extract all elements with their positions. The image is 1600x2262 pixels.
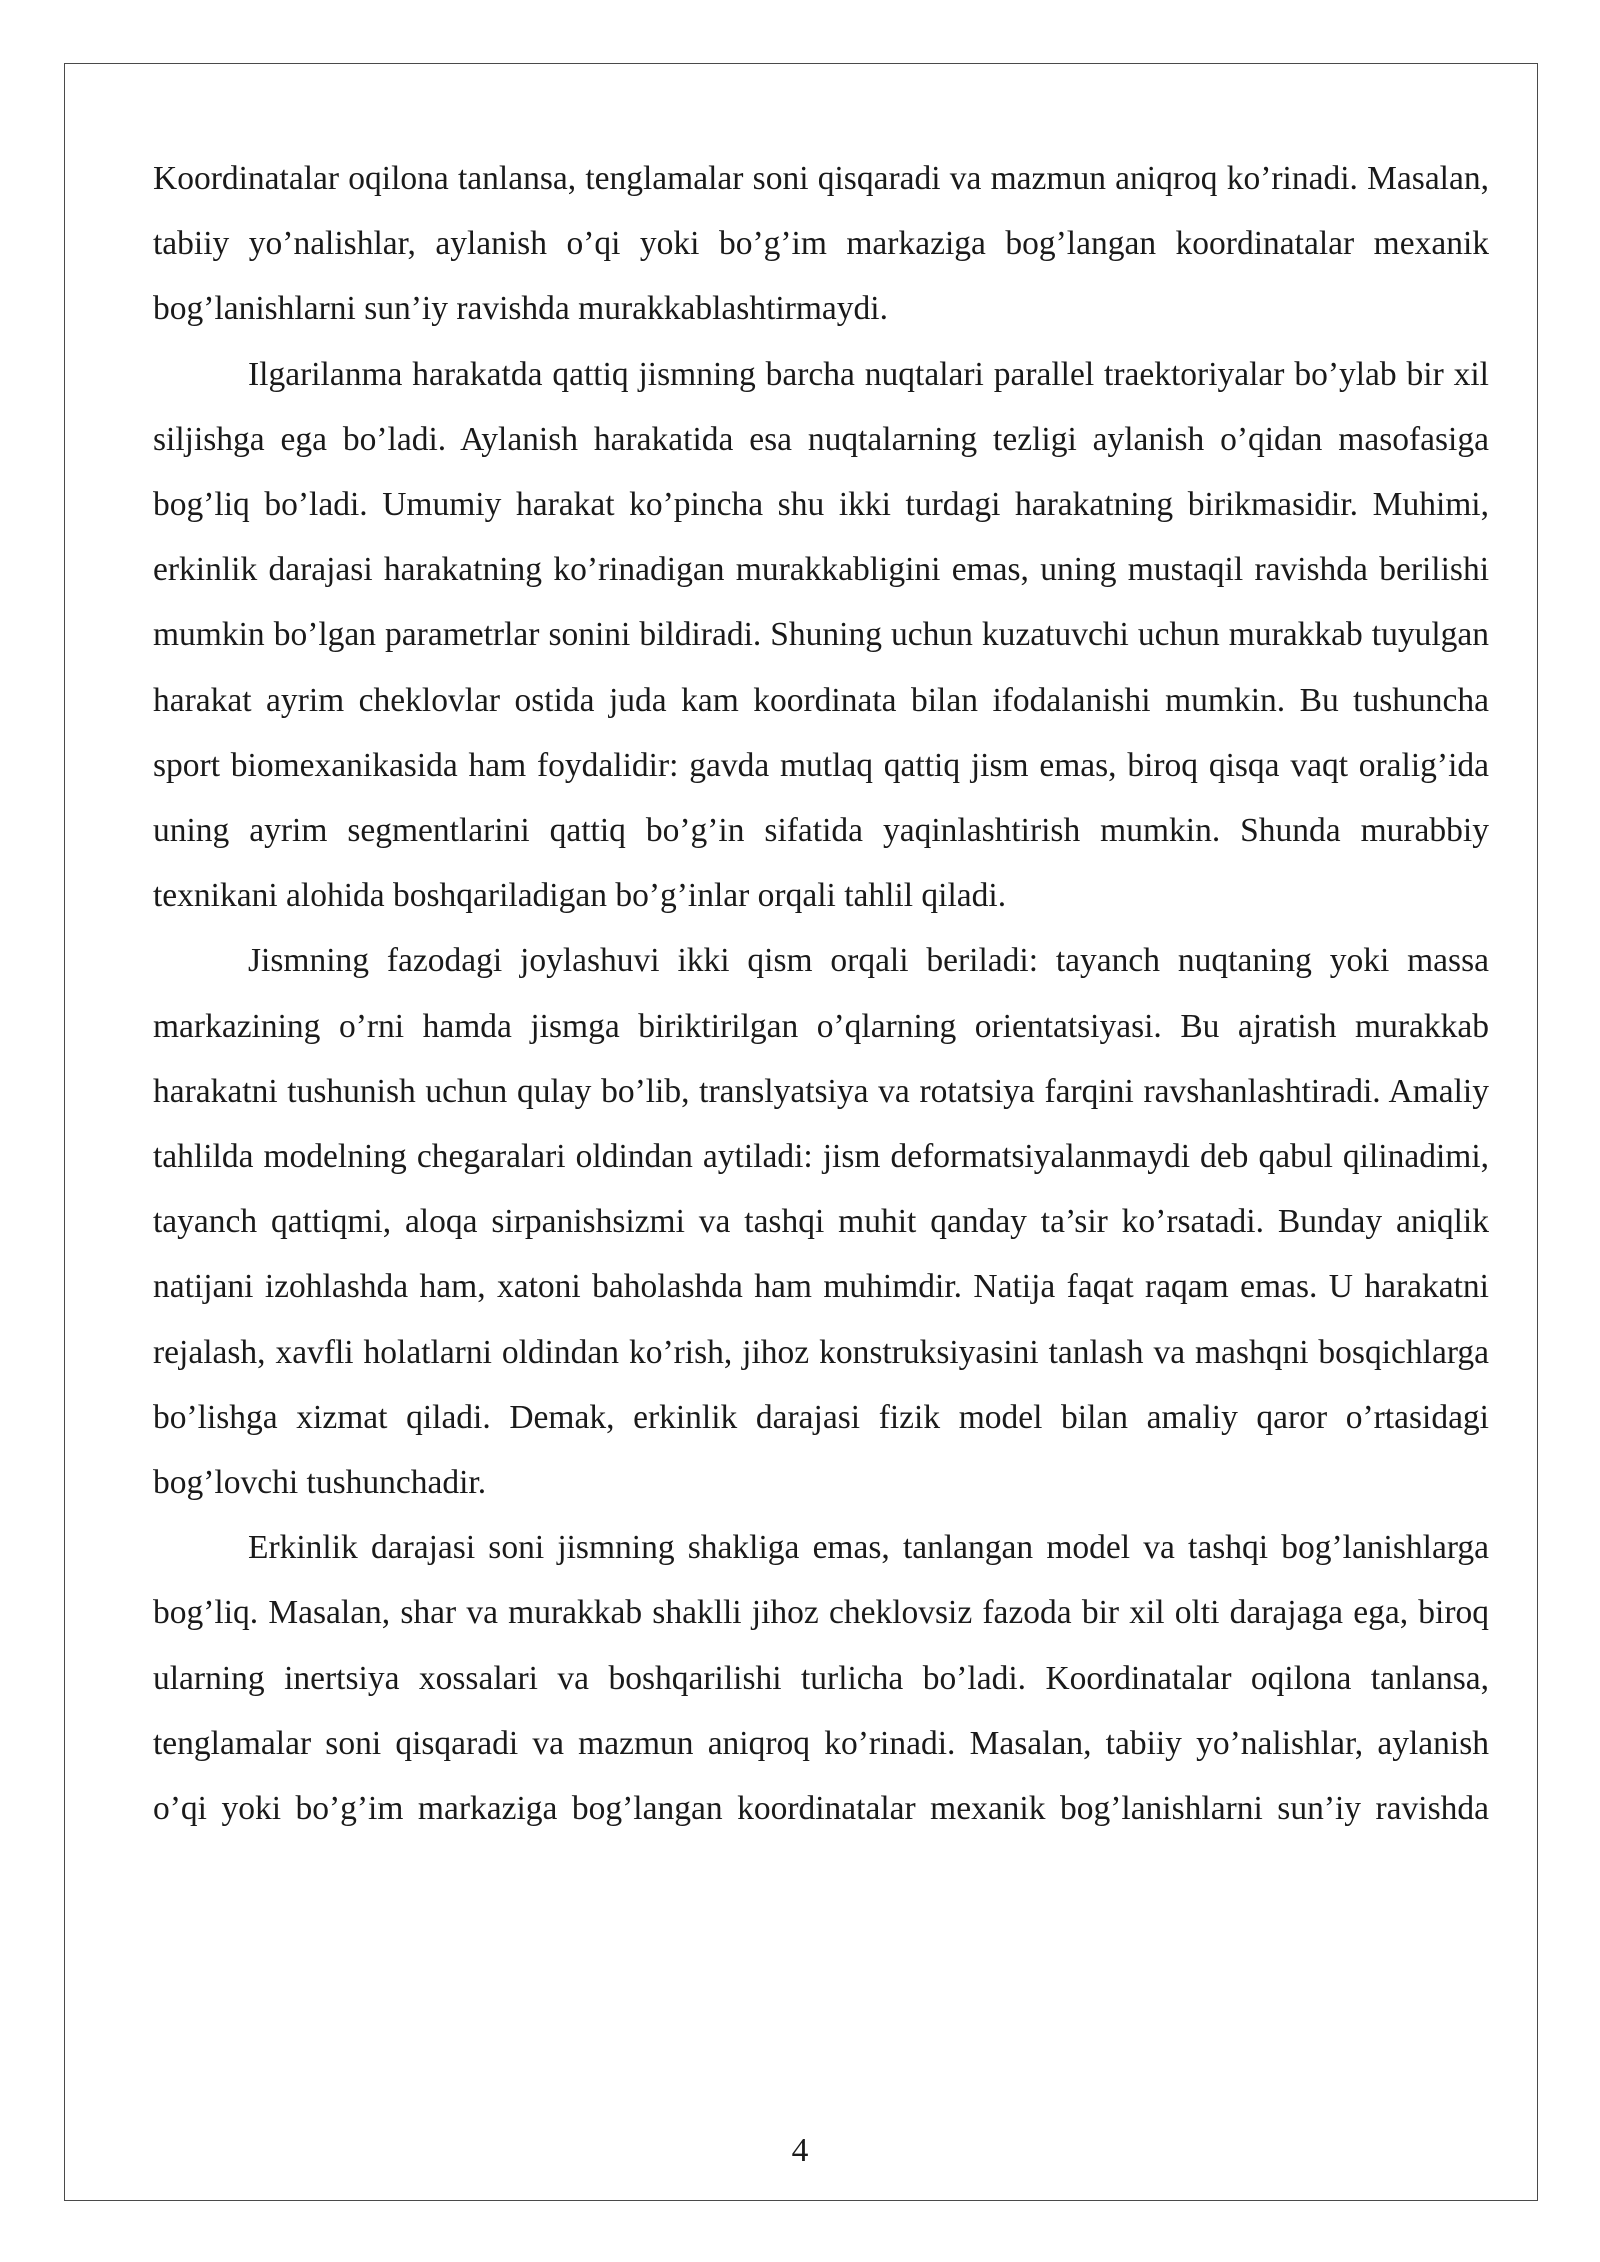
paragraph-1: Koordinatalar oqilona tanlansa, tenglamalar soni qisqaradi va mazmun aniqroq ko’rinadi. Masalan, tabiiy yo’nalishlar, aylanish o’qi yoki bo’g’im markaziga bog’langan koordinatalar mexanik bog’lanishlarni sun’iy ravishda murakkablashtirmaydi. <box>153 160 1489 328</box>
paragraph-3: Jismning fazodagi joylashuvi ikki qism orqali beriladi: tayanch nuqtaning yoki massa markazining o’rni hamda jismga biriktirilgan o’qlarning orientatsiyasi. Bu ajratish murakkab harakatni tushunish uchun qulay bo’lib, translyatsiya va rotatsiya farqini ravshanlashtiradi. Amaliy tahlilda modelning chegaralari oldindan aytiladi: jism deformatsiyalanmaydi deb qabul qilinadimi, tayanch qattiqmi, aloqa sirpanishsizmi va tashqi muhit qanday ta’sir ko’rsatadi. Bunday aniqlik natijani izohlashda ham, xatoni baholashda ham muhimdir. Natija faqat raqam emas. U harakatni rejalash, xavfli holatlarni oldindan ko’rish, jihoz konstruksiyasini tanlash va mashqni bosqichlarga bo’lishga xizmat qiladi. Demak, erkinlik darajasi fizik model bilan amaliy qaror o’rtasidagi bog’lovchi tushunchadir. <box>153 942 1489 1502</box>
paragraph-2: Ilgarilanma harakatda qattiq jismning barcha nuqtalari parallel traektoriyalar bo’ylab bir xil siljishga ega bo’ladi. Aylanish harakatida esa nuqtalarning tezligi aylanish o’qidan masofasiga bog’liq bo’ladi. Umumiy harakat ko’pincha shu ikki turdagi harakatning birikmasidir. Muhimi, erkinlik darajasi harakatning ko’rinadigan murakkabligini emas, uning mustaqil ravishda berilishi mumkin bo’lgan parametrlar sonini bildiradi. Shuning uchun kuzatuvchi uchun murakkab tuyulgan harakat ayrim cheklovlar ostida juda kam koordinata bilan ifodalanishi mumkin. Bu tushuncha sport biomexanikasida ham foydalidir: gavda mutlaq qattiq jism emas, biroq qisqa vaqt oralig’ida uning ayrim segmentlarini qattiq bo’g’in sifatida yaqinlashtirish mumkin. Shunda murabbiy texnikani alohida boshqariladigan bo’g’inlar orqali tahlil qiladi. <box>153 355 1489 915</box>
document-body <box>153 146 1489 1841</box>
page-number: 4 <box>791 2132 809 2169</box>
paragraph-4: Erkinlik darajasi soni jismning shakliga emas, tanlangan model va tashqi bog’lanishlarga bog’liq. Masalan, shar va murakkab shaklli jihoz cheklovsiz fazoda bir xil olti darajaga ega, biroq ularning inertsiya xossalari va boshqarilishi turlicha bo’ladi. Koordinatalar oqilona tanlansa, tenglamalar soni qisqaradi va mazmun aniqroq ko’rinadi. Masalan, tabiiy yo’nalishlar, aylanish o’qi yoki bo’g’im markaziga bog’langan koordinatalar mexanik bog’lanishlarni sun’iy ravishda <box>153 1529 1489 1828</box>
